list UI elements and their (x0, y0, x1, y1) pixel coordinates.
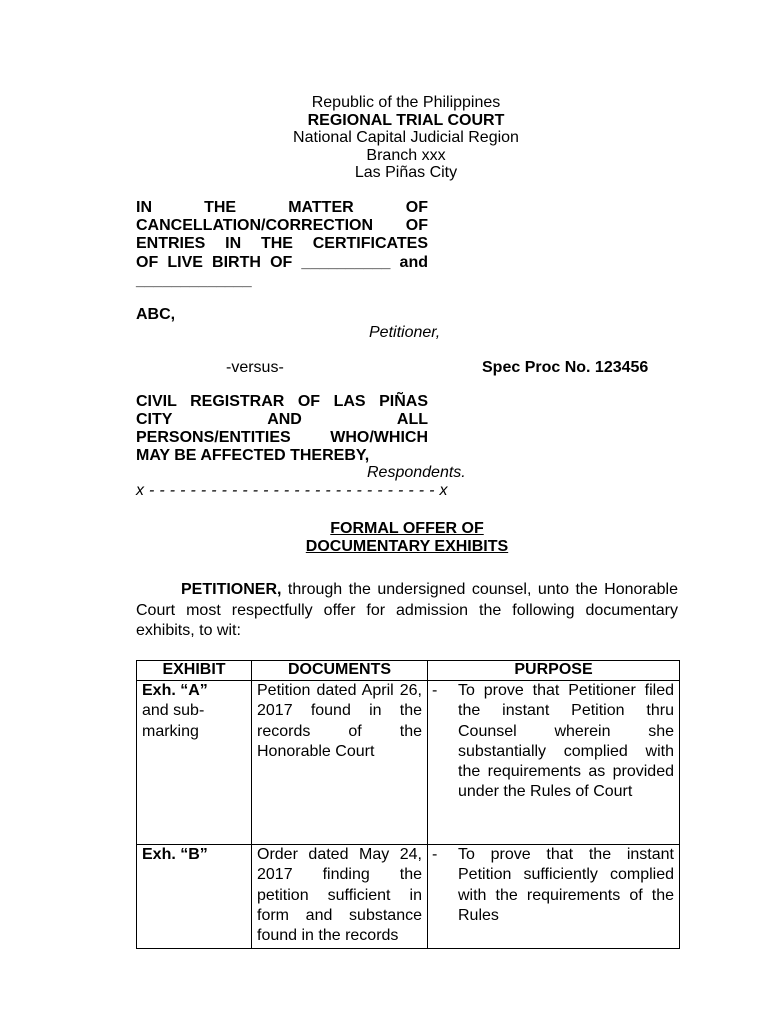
branch-line: Branch xxx (366, 146, 446, 164)
table-row (137, 681, 680, 845)
petitioner-role: Petitioner, (369, 324, 441, 341)
respondent-line: CIVIL REGISTRAR OF LAS PIÑAS (136, 393, 428, 410)
case-caption-title (136, 199, 428, 290)
versus-label: -versus- (226, 359, 284, 376)
intro-text: through the undersigned counsel, unto the Honorable Court most respectfully offer for admission the following documentary exhibits, to wit: (136, 581, 678, 639)
exhibits-table (136, 660, 680, 949)
table-header-row (137, 661, 680, 681)
respondent-line: MAY BE AFFECTED THEREBY, (136, 447, 370, 464)
court-name: REGIONAL TRIAL COURT (307, 111, 505, 129)
purpose-text: To prove that Petitioner filed the instant Petition thru Counsel wherein she substantially complied with the requirements as provided under the Rules of Court (458, 682, 674, 801)
caption-line: _____________ (136, 271, 252, 289)
purpose-cell (428, 681, 680, 845)
document-title-line: FORMAL OFFER OF (330, 520, 484, 537)
court-header (0, 94, 768, 182)
respondent-role: Respondents. (367, 464, 466, 481)
intro-paragraph (136, 580, 678, 642)
purpose-dash: - (432, 682, 438, 699)
document-cell: Order dated May 24, 2017 finding the petition sufficient in form and substance found in the records (252, 845, 428, 949)
respondent-line: PERSONS/ENTITIES WHO/WHICH (136, 429, 428, 446)
purpose-dash: - (432, 846, 438, 863)
purpose-cell (428, 845, 680, 949)
republic-line: Republic of the Philippines (311, 94, 501, 111)
document-cell: Petition dated April 26, 2017 found in the records of the Honorable Court (252, 681, 428, 845)
exhibit-cell (137, 681, 252, 845)
table-row (137, 845, 680, 949)
case-number: Spec Proc No. 123456 (482, 359, 649, 376)
respondent-caption (136, 393, 428, 465)
caption-line: ENTRIES IN THE CERTIFICATES (136, 235, 428, 253)
caption-line: OF LIVE BIRTH OF __________ and (136, 253, 428, 271)
column-header-documents: DOCUMENTS (252, 661, 428, 681)
caption-line: IN THE MATTER OF (136, 199, 428, 216)
column-header-exhibit: EXHIBIT (137, 661, 252, 681)
petitioner-name: ABC, (136, 306, 176, 323)
exhibit-cell (137, 845, 252, 949)
caption-line: CANCELLATION/CORRECTION OF (136, 217, 428, 235)
respondent-line: CITY AND ALL (136, 411, 428, 428)
column-header-purpose: PURPOSE (428, 661, 680, 681)
exhibit-label: Exh. “B” (142, 846, 208, 863)
document-title-line: DOCUMENTARY EXHIBITS (305, 538, 509, 555)
judicial-region: National Capital Judicial Region (293, 129, 519, 146)
caption-separator: x - - - - - - - - - - - - - - - - - - - - - - - - - - - - x (136, 482, 448, 499)
intro-lead: PETITIONER, (181, 581, 282, 598)
exhibit-note: and sub-marking (142, 702, 205, 740)
exhibit-label: Exh. “A” (142, 682, 208, 699)
city-line: Las Piñas City (354, 164, 458, 181)
document-title (136, 520, 678, 556)
purpose-text: To prove that the instant Petition sufficiently complied with the requirements of the Rules (458, 846, 674, 924)
